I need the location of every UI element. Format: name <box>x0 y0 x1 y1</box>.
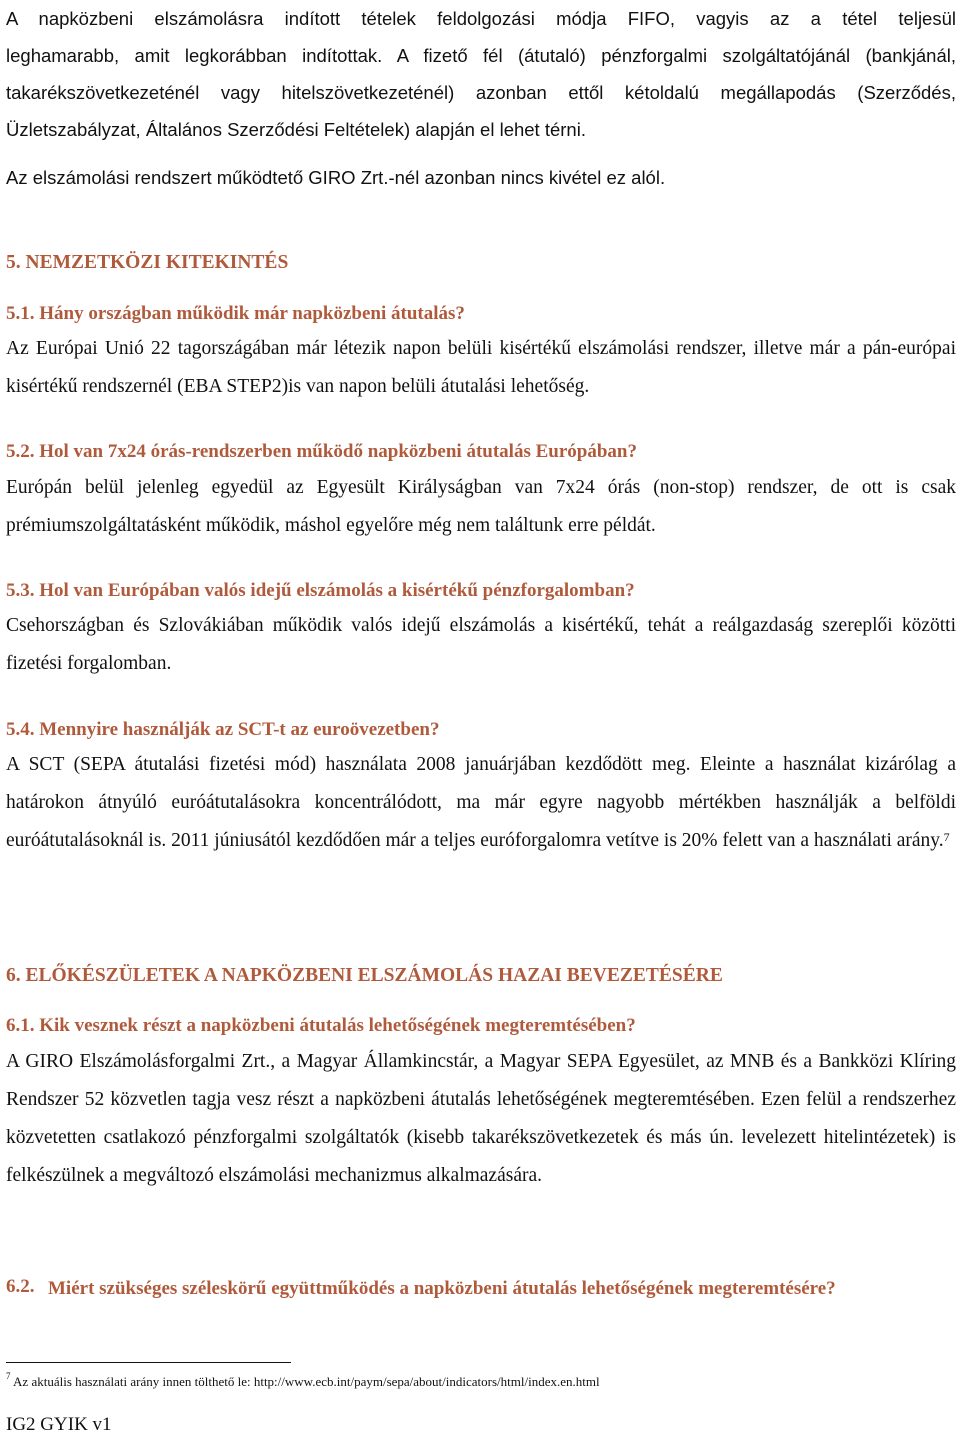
heading-5-3: 5.3. Hol van Európában valós idejű elszámolás a kisértékű pénzforgalomban? <box>6 580 635 601</box>
intro-giro-note <box>6 159 956 196</box>
heading-6-2 <box>6 1276 956 1302</box>
heading-6-1: 6.1. Kik vesznek részt a napközbeni átutalás lehetőségének megteremtésében? <box>6 1015 636 1036</box>
intro-paragraph-rest <box>6 37 956 148</box>
heading-5-2: 5.2. Hol van 7x24 órás-rendszerben működő napközbeni átutalás Európában? <box>6 441 637 462</box>
footnote <box>6 1371 600 1390</box>
body-5-1: Az Európai Unió 22 tagországában már létezik napon belüli kisértékű elszámolási rendszer, illetve már a pán-európai kisértékű rendszernél (EBA STEP2)is van napon belüli átutalási lehetőség. <box>6 338 956 397</box>
body-5-2: Európán belül jelenleg egyedül az Egyesült Királyságban van 7x24 órás (non-stop) rendszer, de ott is csak prémiumszolgáltatásként működik, máshol egyelőre még nem találtunk erre példát. <box>6 477 956 536</box>
intro-giro-text: Az elszámolási rendszert működtető GIRO Zrt.-nél azonban nincs kivétel ez alól. <box>6 167 666 188</box>
section-6-title: 6. ELŐKÉSZÜLETEK A NAPKÖZBENI ELSZÁMOLÁS HAZAI BEVEZETÉSÉRE <box>6 965 723 986</box>
footnote-number: 7 <box>6 1371 11 1381</box>
body-5-4-text: A SCT (SEPA átutalási fizetési mód) használata 2008 januárjában kezdődött meg. Eleinte a használat kizárólag a határokon átnyúló euróátutalásokra koncentrálódott, ma már egyre nagyobb mértékben használják a belföldi euróátutalásoknál is. 2011 júniusától kezdődően már a teljes euróforgalomra vetítve is 20% felett van a használati arány. <box>6 754 956 851</box>
intro-line-1: A napközbeni elszámolásra indított tételek feldolgozási módja FIFO, vagyis az a tétel teljesül <box>6 8 956 29</box>
heading-5-1: 5.1. Hány országban működik már napközbeni átutalás? <box>6 303 465 324</box>
heading-5-4: 5.4. Mennyire használják az SCT-t az euroövezetben? <box>6 719 440 740</box>
intro-paragraph <box>6 0 956 37</box>
heading-6-2-number: 6.2. <box>6 1276 35 1297</box>
footnote-divider <box>6 1362 291 1363</box>
intro-text: leghamarabb, amit legkorábban indítottak. A fizető fél (átutaló) pénzforgalmi szolgáltatójánál (bankjánál, takarékszövetkezeténél vagy hitelszövetkezeténél) azonban ettől kétoldalú megállapodás (Szerződés, Üzletszabályzat, Általános Szerződési Feltételek) alapján el lehet térni. <box>6 45 956 140</box>
footnote-reference[interactable]: 7 <box>943 830 950 844</box>
footnote-text: Az aktuális használati arány innen tölthető le: http://www.ecb.int/paym/sepa/about/indicators/html/index.en.html <box>13 1374 600 1389</box>
heading-6-2-text: Miért szükséges széleskörű együttműködés a napközbeni átutalás lehetőségének megteremtésére? <box>48 1278 836 1299</box>
body-5-4 <box>6 746 956 860</box>
body-6-1: A GIRO Elszámolásforgalmi Zrt., a Magyar Államkincstár, a Magyar SEPA Egyesület, az MNB és a Bankközi Klíring Rendszer 52 közvetlen tagja vesz részt a napközbeni átutalás lehetőségének megteremtésében. Ezen felül a rendszerhez közvetetten csatlakozó pénzforgalmi szolgáltatók (kisebb takarékszövetkezetek és más ún. levelezett hitelintézetek) is felkészülnek a megváltozó elszámolási mechanizmus alkalmazására. <box>6 1051 956 1186</box>
body-5-3: Csehországban és Szlovákiában működik valós idejű elszámolás a kisértékű, tehát a reálgazdaság szereplői közötti fizetési forgalomban. <box>6 615 956 674</box>
page-footer: IG2 GYIK v1 <box>6 1414 112 1435</box>
section-5-title: 5. NEMZETKÖZI KITEKINTÉS <box>6 252 289 273</box>
